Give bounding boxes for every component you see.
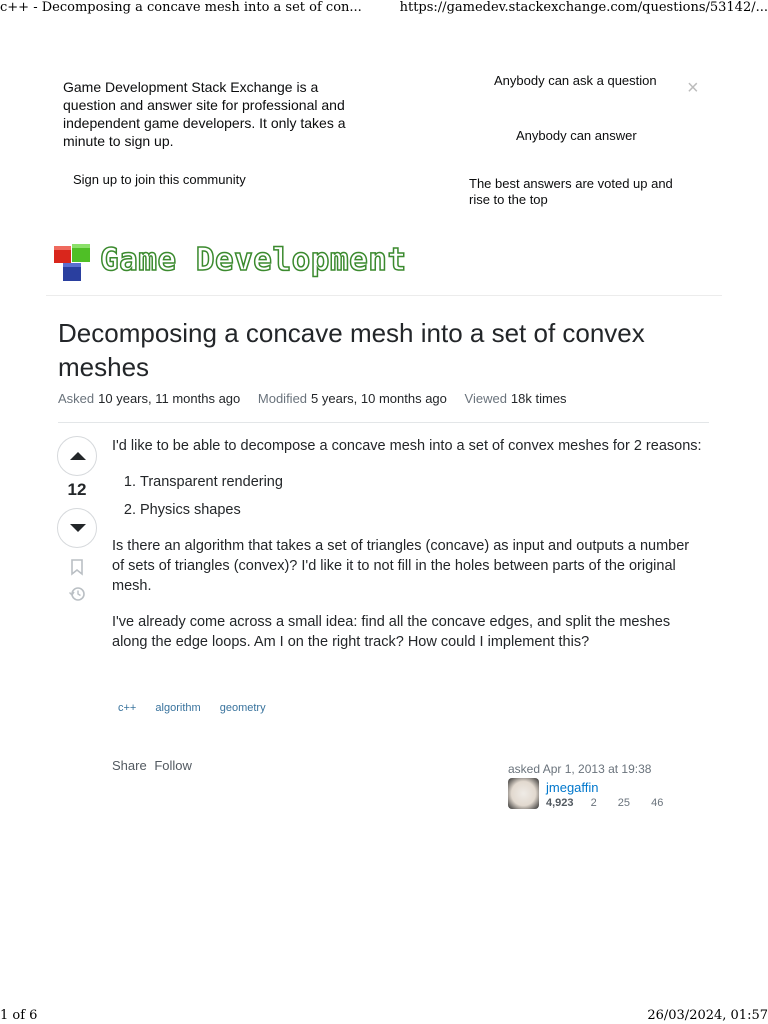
list-item: 2. Physics shapes bbox=[140, 500, 702, 520]
arrow-down-icon bbox=[69, 521, 87, 535]
tag-algorithm[interactable]: algorithm bbox=[149, 700, 206, 716]
signup-link[interactable]: Sign up to join this community bbox=[73, 172, 246, 187]
close-icon[interactable]: × bbox=[687, 77, 699, 99]
viewed-value: 18k times bbox=[510, 391, 567, 406]
vote-count: 12 bbox=[67, 480, 87, 499]
body-paragraph: I'd like to be able to decompose a concave mesh into a set of convex meshes for 2 reasons: bbox=[112, 438, 702, 454]
site-logo-text: Game Development bbox=[100, 242, 407, 278]
user-name[interactable]: jmegaffin bbox=[546, 780, 599, 795]
list-item: 1. Transparent rendering bbox=[140, 472, 702, 492]
meta-divider bbox=[58, 422, 709, 423]
body-paragraph: I've already come across a small idea: find all the concave edges, and split the meshes along the edge loops. Am I on the right track? How could I implement this? bbox=[112, 614, 671, 650]
follow-link[interactable]: Follow bbox=[154, 758, 192, 773]
downvote-button[interactable] bbox=[57, 508, 97, 548]
modified-label: Modified bbox=[257, 391, 308, 406]
print-page-title: c++ - Decomposing a concave mesh into a set of con... bbox=[0, 0, 362, 15]
question-meta bbox=[58, 391, 581, 406]
share-link[interactable]: Share bbox=[112, 758, 147, 773]
cubes-logo-icon bbox=[52, 242, 98, 286]
body-paragraph: Is there an algorithm that takes a set of triangles (concave) as input and outputs a number of sets of triangles (convex)? I'd like it to not fill in the holes between parts of the original mesh. bbox=[112, 538, 690, 594]
feature-answer: Anybody can answer bbox=[516, 128, 637, 143]
upvote-button[interactable] bbox=[57, 436, 97, 476]
print-header bbox=[0, 0, 768, 18]
site-logo[interactable] bbox=[52, 240, 452, 286]
modified-value[interactable]: 5 years, 10 months ago bbox=[311, 391, 447, 406]
gold-badges: 2 bbox=[590, 797, 597, 809]
asked-timestamp[interactable]: asked Apr 1, 2013 at 19:38 bbox=[508, 762, 652, 776]
reputation-score: 4,923 bbox=[546, 797, 574, 809]
bronze-badges: 46 bbox=[651, 797, 664, 809]
print-datetime: 26/03/2024, 01:57 bbox=[647, 1008, 768, 1023]
user-stats bbox=[546, 797, 663, 809]
feature-ask: Anybody can ask a question bbox=[494, 73, 657, 88]
question-title[interactable]: Decomposing a concave mesh into a set of convex meshes bbox=[58, 318, 645, 382]
page-number: 1 of 6 bbox=[0, 1008, 38, 1023]
bookmark-icon[interactable] bbox=[68, 558, 86, 576]
asked-label: Asked bbox=[58, 391, 95, 406]
feature-voting: The best answers are voted up and rise to the top bbox=[469, 176, 673, 207]
post-menu bbox=[112, 758, 196, 773]
tag-cpp[interactable]: c++ bbox=[112, 700, 142, 716]
question-body bbox=[112, 436, 702, 668]
tag-geometry[interactable]: geometry bbox=[214, 700, 272, 716]
print-footer bbox=[0, 1008, 768, 1024]
header-divider bbox=[46, 295, 722, 296]
asked-value: 10 years, 11 months ago bbox=[98, 391, 241, 406]
community-description: Game Development Stack Exchange is a question and answer site for professional and independent game developers. It only takes a minute to sign up. bbox=[63, 79, 346, 149]
owner-card bbox=[508, 762, 708, 809]
silver-badges: 25 bbox=[617, 797, 631, 809]
print-url: https://gamedev.stackexchange.com/questions/53142/... bbox=[399, 0, 768, 15]
avatar[interactable] bbox=[508, 778, 539, 809]
reasons-list bbox=[140, 472, 702, 520]
arrow-up-icon bbox=[69, 449, 87, 463]
tag-list bbox=[112, 700, 276, 716]
viewed-label: Viewed bbox=[464, 391, 507, 406]
history-icon[interactable] bbox=[68, 585, 86, 603]
